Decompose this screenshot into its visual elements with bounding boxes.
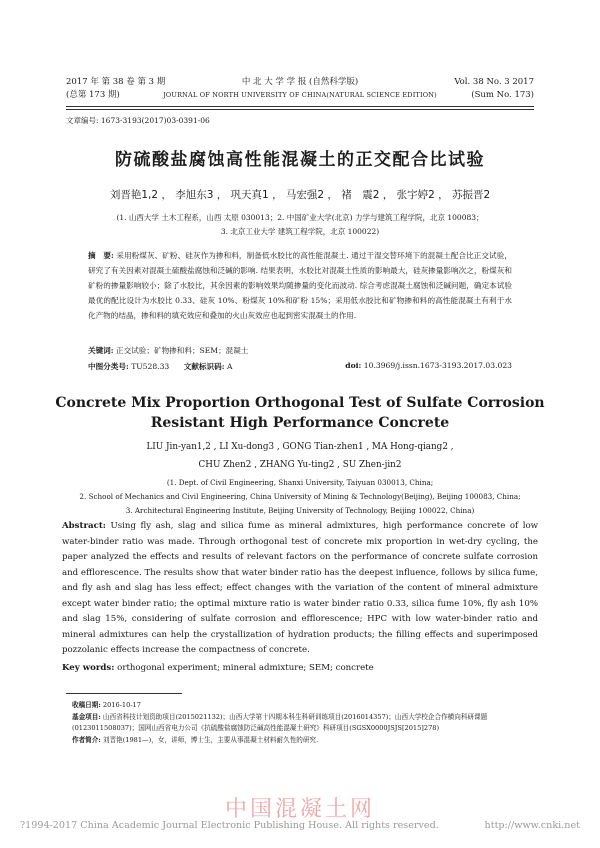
- classification-row: [88, 361, 512, 372]
- chinese-keywords-label: 关键词:: [88, 346, 114, 355]
- english-affiliation-line: 2. School of Mechanics and Civil Engineering, China University of Mining & Technology(Beijing), Beijing 100083, China;: [79, 492, 521, 501]
- footnote-received: [72, 700, 538, 712]
- author-bio-text: 刘晋艳(1981—)，女，讲师，博士生，主要从事混凝土材料耐久性的研究.: [102, 735, 319, 744]
- doc-code-label: 文献标识码:: [183, 362, 225, 371]
- header-volume: [454, 76, 534, 102]
- author-bio-label: 作者简介:: [72, 735, 101, 744]
- class-value: TU528.33: [131, 362, 170, 371]
- class-label: 中图分类号:: [88, 362, 129, 371]
- journal-header: [66, 76, 534, 106]
- chinese-abstract-text: 采用粉煤灰、矿粉、硅灰作为掺和料，制备低水胶比的高性能混凝土. 通过干湿交替环境下的混凝土配合比正交试验，研究了有关因素对混凝土硫酸盐腐蚀和泛碱的影响. 结果表明，水胶比对混凝土性质的影响最大，硅灰掺量影响次之，粉煤灰和矿粉的掺量影响较小；除了水胶比，其余因素的影响效果均随掺量的变化而波动. 综合考虑混凝土腐蚀和泛碱问题，确定本试验最优的配比设计为水胶比 0.33、硅灰 10%、粉煤灰 10%和矿粉 15%；采用低水胶比和矿物掺和料的高性能混凝土有利于水化产物的结晶，掺和料的填充效应和叠加的火山灰效应也起到密实混凝土的作用.: [88, 251, 512, 320]
- english-title-line: Concrete Mix Proportion Orthogonal Test of Sulfate Corrosion: [55, 395, 545, 411]
- doi-label: doi:: [345, 361, 362, 370]
- footnote-rule: [66, 693, 182, 694]
- footnote-fund: [72, 712, 538, 735]
- article-number: 文章编号: 1673-3193(2017)03-0391-06: [66, 116, 210, 125]
- chinese-abstract-label: 摘 要:: [88, 251, 114, 260]
- english-abstract-label: Abstract:: [62, 521, 106, 531]
- received-date: 2016-10-17: [102, 701, 141, 709]
- chinese-authors: 刘晋艳1,2 ， 李旭东3 ， 巩天真1 ， 马宏强2 ， 褚 震2 ， 张宇婷2 ， 苏振晋2: [109, 189, 491, 201]
- fund-text: 山西省科技计划资助项目(2015021132)；山西大学第十四期本科生科研训练项目(2016014357)；山西大学校企合作横向科研课题(0123011508037)；国网山西省电力公司《抗硫酸盐腐蚀防泛碱高性能混凝土研究》科研项目(SGSX0000JSJS[2015]278): [72, 712, 488, 732]
- chinese-title: 防硫酸盐腐蚀高性能混凝土的正交配合比试验: [115, 150, 485, 170]
- english-affiliation-line: 3. Architectural Engineering Institute, Beijing University of Technology, Beijing 100022, China): [125, 506, 475, 515]
- chinese-keywords-text: 正交试验；矿物掺和料；SEM；混凝土: [116, 346, 249, 355]
- english-abstract: [62, 519, 538, 659]
- english-keywords: [62, 663, 374, 673]
- chinese-affiliation-line: 3. 北京工业大学 建筑工程学院，北京 100022): [220, 227, 380, 236]
- journal-name-cn: 中 北 大 学 学 报 (自然科学版): [241, 77, 359, 87]
- volume-line: Vol. 38 No. 3 2017: [454, 77, 534, 87]
- site-watermark: 中国混凝土网: [224, 797, 375, 822]
- received-label: 收稿日期:: [72, 701, 101, 709]
- english-abstract-text: Using fly ash, slag and silica fume as mineral admixtures, high performance concrete of low water-binder ratio was made. Through orthogonal test of concrete mix proportion in wet-dry cycling, the paper analyzed the effects and results of relevant factors on the performance of concrete sulfate corrosion and efflorescence. The results show that water binder ratio has the deepest influence, follows by silica fume, and fly ash and slag has less effect; effect changes with the variation of the content of mineral admixture except water binder ratio; the optimal mixture ratio is water binder ratio 0.33, silica fume 10%, fly ash 10% and slag 15%, considering of sulfate corrosion and efflorescence; HPC with low water-binder ratio and mineral admixtures can help the crystallization of hydration products; the filling effects and superimposed pozzolanic effects increase the compactness of concrete.: [62, 521, 538, 655]
- doc-code-value: A: [226, 362, 233, 371]
- english-keywords-text: orthogonal experiment; mineral admixture; SEM; concrete: [117, 663, 374, 673]
- english-authors: [0, 438, 600, 474]
- doi: [345, 361, 512, 370]
- english-authors-line: CHU Zhen2 , ZHANG Yu-ting2 , SU Zhen-jin2: [198, 460, 402, 470]
- english-affiliations: [40, 476, 560, 518]
- chinese-abstract: [88, 248, 512, 323]
- footnotes: [72, 700, 538, 746]
- header-rule: [66, 106, 534, 107]
- chinese-keywords: [88, 345, 248, 356]
- english-title: [0, 393, 600, 433]
- chinese-affiliations: [80, 211, 520, 239]
- doi-value: 10.3969/j.issn.1673-3193.2017.03.023: [363, 361, 512, 370]
- english-title-line: Resistant High Performance Concrete: [150, 415, 450, 431]
- english-authors-line: LIU Jin-yan1,2 , LI Xu-dong3 , GONG Tian-zhen1 , MA Hong-qiang2 ,: [146, 442, 454, 452]
- header-rule-thin: [66, 109, 534, 110]
- issue-line: 2017 年 第 38 卷 第 3 期: [66, 77, 166, 87]
- english-affiliation-line: (1. Dept. of Civil Engineering, Shanxi University, Taiyuan 030013, China;: [166, 478, 434, 487]
- website-link[interactable]: http://www.cnki.net: [484, 820, 580, 831]
- copyright-bar: [20, 820, 580, 831]
- sum-line: (Sum No. 173): [471, 90, 534, 100]
- issue-total-line: (总第 173 期): [66, 90, 120, 100]
- journal-name-en: JOURNAL OF NORTH UNIVERSITY OF CHINA(NATURAL SCIENCE EDITION): [163, 91, 437, 99]
- footnote-author: [72, 735, 538, 747]
- chinese-affiliation-line: (1. 山西大学 土木工程系，山西 太原 030013；2. 中国矿业大学(北京) 力学与建筑工程学院，北京 100083；: [116, 213, 484, 222]
- copyright-text: ?1994-2017 China Academic Journal Electronic Publishing House. All rights reserved.: [20, 820, 439, 831]
- english-keywords-label: Key words:: [62, 663, 115, 673]
- fund-label: 基金项目:: [72, 712, 101, 721]
